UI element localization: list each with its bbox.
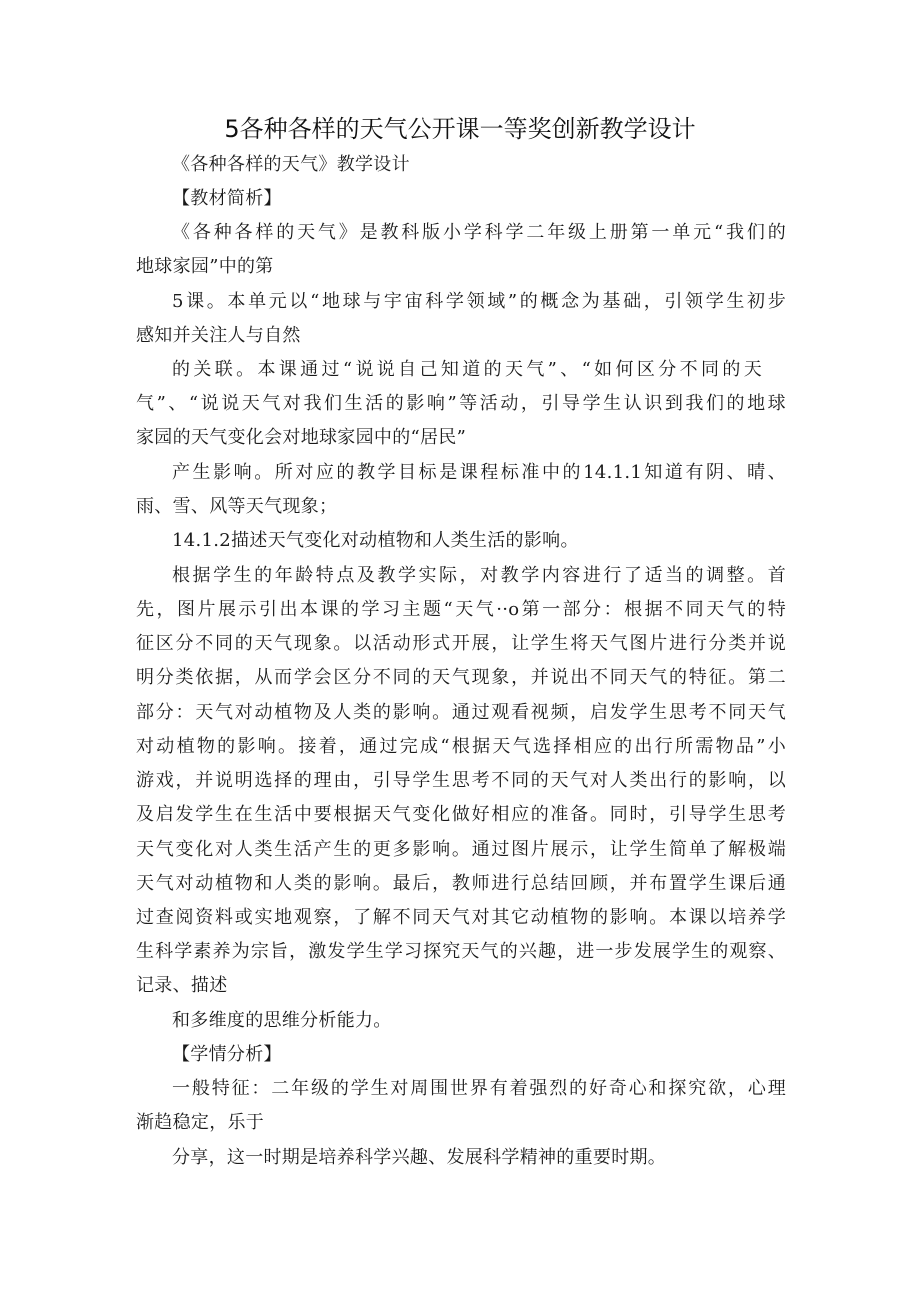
subtitle-line: 《各种各样的天气》教学设计 bbox=[172, 154, 410, 175]
paragraph-line: 明分类依据，从而学会区分不同的天气现象，并说出不同天气的特征。第二 bbox=[136, 667, 786, 688]
paragraph-line: 产生影响。所对应的教学目标是课程标准中的14.1.1知道有阴、晴、 bbox=[172, 462, 786, 483]
paragraph-line: 14.1.2描述天气变化对动植物和人类生活的影响。 bbox=[172, 530, 579, 551]
paragraph-line: 根据学生的年龄特点及教学实际，对教学内容进行了适当的调整。首 bbox=[172, 565, 786, 586]
paragraph-line: 征区分不同的天气现象。以活动形式开展，让学生将天气图片进行分类并说 bbox=[136, 633, 786, 654]
paragraph-line: 天气对动植物和人类的影响。最后，教师进行总结回顾，并布置学生课后通 bbox=[136, 873, 786, 894]
paragraph-line: 《各种各样的天气》是教科版小学科学二年级上册第一单元“我们的 bbox=[172, 222, 786, 243]
paragraph-line: 部分：天气对动植物及人类的影响。通过观看视频，启发学生思考不同天气 bbox=[136, 702, 786, 723]
paragraph-line: 先，图片展示引出本课的学习主题“天气··o第一部分：根据不同天气的特 bbox=[136, 599, 786, 620]
paragraph-line: 地球家园”中的第 bbox=[136, 256, 274, 277]
paragraph-line: 分享，这一时期是培养科学兴趣、发展科学精神的重要时期。 bbox=[172, 1147, 667, 1168]
document-title: 5各种各样的天气公开课一等奖创新教学设计 bbox=[224, 115, 696, 143]
paragraph-line: 的关联。本课通过“说说自己知道的天气”、“如何区分不同的天 bbox=[172, 359, 762, 380]
paragraph-line: 天气变化对人类生活产生的更多影响。通过图片展示，让学生简单了解极端 bbox=[136, 839, 786, 860]
paragraph-line: 家园的天气变化会对地球家园中的“居民” bbox=[136, 427, 467, 448]
paragraph-line: 感知并关注人与自然 bbox=[136, 325, 301, 346]
paragraph-line: 生科学素养为宗旨，激发学生学习探究天气的兴趣，进一步发展学生的观察、 bbox=[136, 941, 786, 962]
paragraph-line: 一般特征：二年级的学生对周围世界有着强烈的好奇心和探究欲，心理 bbox=[172, 1078, 786, 1099]
paragraph-line: 过查阅资料或实地观察，了解不同天气对其它动植物的影响。本课以培养学 bbox=[136, 907, 786, 928]
paragraph-line: 记录、描述 bbox=[136, 975, 228, 996]
paragraph-line: 对动植物的影响。接着，通过完成“根据天气选择相应的出行所需物品”小 bbox=[136, 736, 786, 757]
paragraph-line: 及启发学生在生活中要根据天气变化做好相应的准备。同时，引导学生思考 bbox=[136, 804, 786, 825]
paragraph-line: 雨、雪、风等天气现象； bbox=[136, 496, 338, 517]
paragraph-line: 5课。本单元以“地球与宇宙科学领域”的概念为基础，引领学生初步 bbox=[172, 291, 786, 312]
paragraph-line: 游戏，并说明选择的理由，引导学生思考不同的天气对人类出行的影响，以 bbox=[136, 770, 786, 791]
section-heading-learner: 【学情分析】 bbox=[172, 1044, 282, 1065]
section-heading-textbook: 【教材简析】 bbox=[172, 188, 282, 209]
paragraph-line: 气”、“说说天气对我们生活的影响”等活动，引导学生认识到我们的地球 bbox=[136, 393, 786, 414]
paragraph-line: 渐趋稳定，乐于 bbox=[136, 1112, 265, 1133]
paragraph-line: 和多维度的思维分析能力。 bbox=[172, 1010, 392, 1031]
